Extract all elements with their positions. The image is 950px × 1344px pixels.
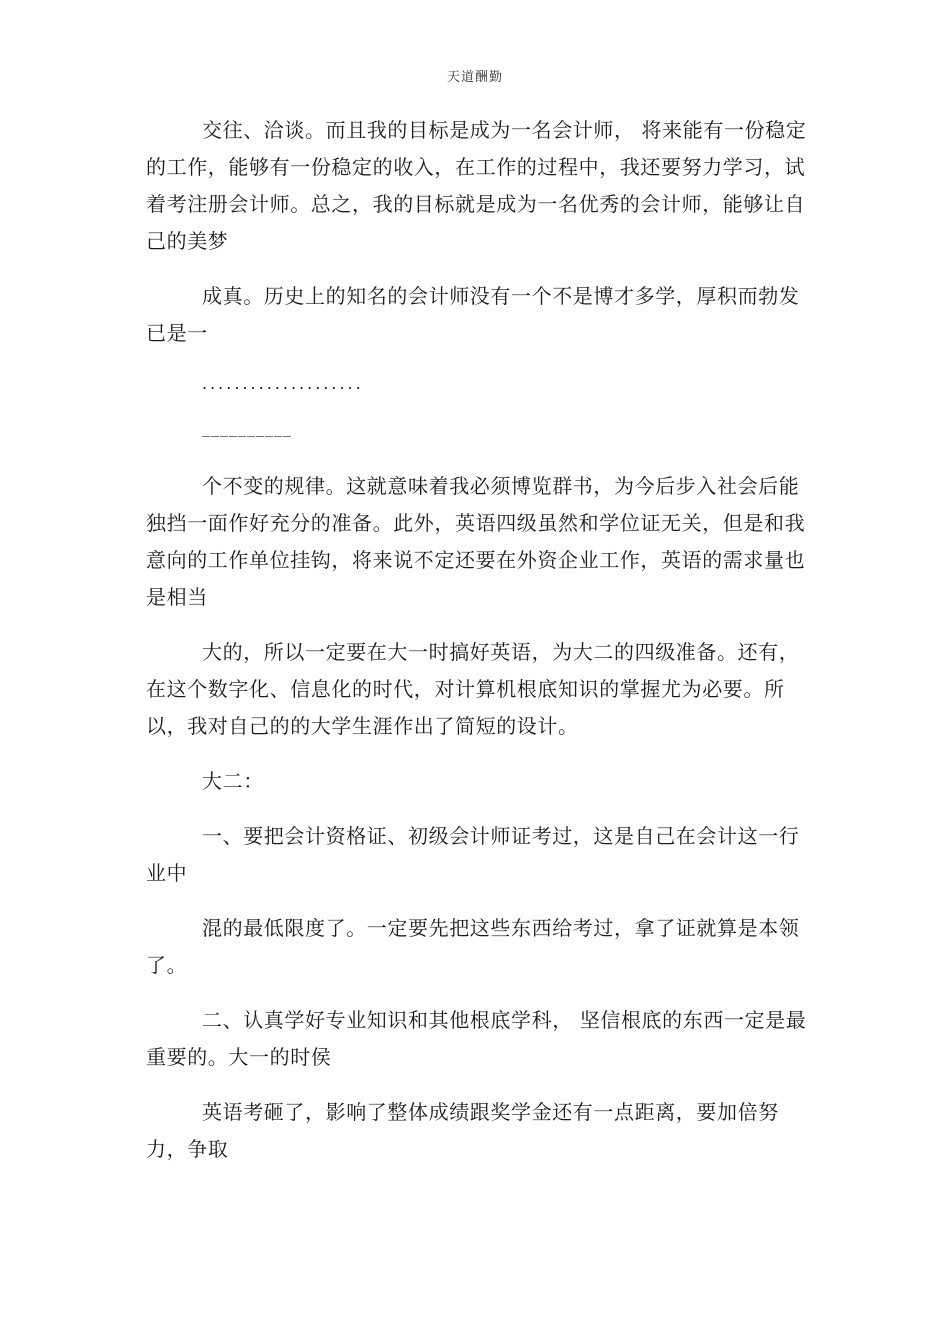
paragraph-item-1-cont: 混的最低限度了。一定要先把这些东西给考过，拿了证就算是本领了。 (146, 916, 800, 977)
paragraph-2: 成真。历史上的知名的会计师没有一个不是博才多学，厚积而勃发已是一 (146, 284, 800, 345)
dotted-separator: .................... (202, 374, 364, 393)
document-body (146, 112, 818, 1186)
dashed-separator: __________ (202, 418, 292, 437)
paragraph-item-2-cont: 英语考砸了，影响了整体成绩跟奖学金还有一点距离，要加倍努力，争取 (146, 1100, 779, 1161)
paragraph-3: 个不变的规律。这就意味着我必须博览群书，为今后步入社会后能独挡一面作好充分的准备。此外，英语四级虽然和学位证无关，但是和我意向的工作单位挂钩，将来说不定还要在外资企业工作，英语的需求量也是相当 (146, 474, 806, 609)
paragraph-4: 大的，所以一定要在大一时搞好英语，为大二的四级准备。还有，在这个数字化、信息化的时代，对计算机根底知识的掌握尤为必要。所以，我对自己的的大学生涯作出了简短的设计。 (146, 640, 800, 738)
paragraph-item-2: 二、认真学好专业知识和其他根底学科， 坚信根底的东西一定是最重要的。大一的时侯 (146, 1008, 807, 1069)
page-header: 天道酬勤 (446, 70, 503, 85)
paragraph-item-1: 一、要把会计资格证、初级会计师证考过，这是自己在会计这一行业中 (146, 824, 800, 885)
paragraph-heading-sophomore: 大二： (202, 769, 264, 793)
paragraph-1: 交往、洽谈。而且我的目标是成为一名会计师， 将来能有一份稳定的工作，能够有一份稳定的收入，在工作的过程中，我还要努力学习，试着考注册会计师。总之，我的目标就是成为一名优秀的会计师，能够让自己的美梦 (146, 118, 807, 253)
